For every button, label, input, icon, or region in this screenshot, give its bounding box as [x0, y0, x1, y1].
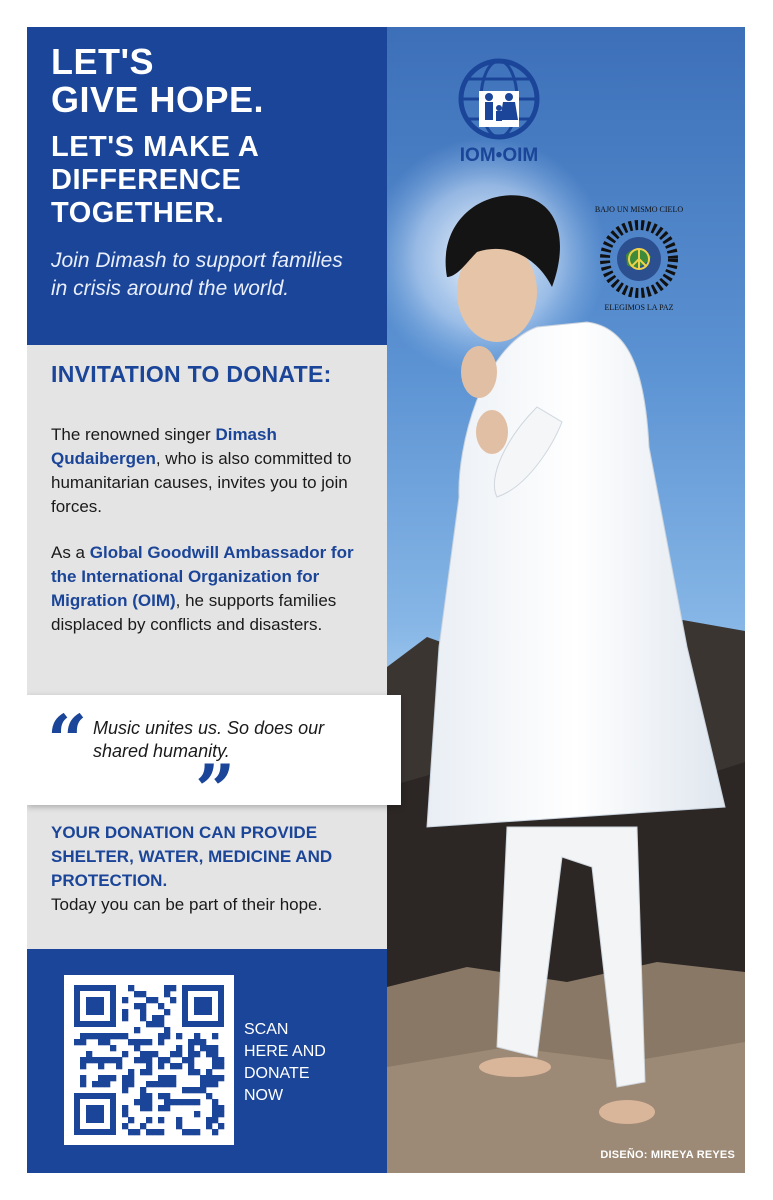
- tagline: Join Dimash to support families in crisis around the world.: [51, 249, 343, 300]
- qr-code[interactable]: [64, 975, 234, 1145]
- text: , he supports families displaced by conflicts and disasters.: [51, 591, 337, 634]
- hand: [461, 346, 497, 398]
- headline-secondary: [51, 131, 259, 230]
- peace-badge-icon: [591, 205, 687, 311]
- poster: [27, 27, 745, 1173]
- white-robe: [427, 322, 725, 827]
- donation-text: Today you can be part of their hope.: [51, 895, 323, 914]
- close-quote-icon: ”: [195, 749, 236, 832]
- ambassador-role: Global Goodwill Ambassador for the International Organization for Migration (OIM): [51, 543, 354, 610]
- donation-title: YOUR DONATION CAN PROVIDE SHELTER, WATER, MEDICINE AND PROTECTION.: [51, 823, 333, 890]
- invitation-title: INVITATION TO DONATE:: [51, 361, 332, 387]
- headline-line: GIVE HOPE.: [51, 79, 265, 120]
- design-credit: DISEÑO: MIREYA REYES: [600, 1149, 735, 1161]
- badge-bottom-text: ELEGIMOS LA PAZ: [604, 303, 674, 312]
- hero-panel: [27, 27, 387, 345]
- invitation-paragraph-2: [51, 541, 369, 637]
- headline-primary: [51, 43, 264, 119]
- photo-panel: [387, 27, 745, 1173]
- headline-line: DIFFERENCE: [51, 164, 242, 196]
- quote-text: Music unites us. So does our shared humanity.: [93, 718, 325, 761]
- headline-line: LET'S MAKE A: [51, 131, 260, 163]
- text: As a: [51, 543, 90, 562]
- scan-instructions: [244, 1019, 354, 1107]
- singer-photo: [387, 27, 745, 1173]
- invitation-panel: [27, 345, 387, 949]
- text: The renowned singer: [51, 425, 216, 444]
- iom-logo-text: IOM•OIM: [459, 145, 539, 166]
- cta-line: SCAN: [244, 1021, 289, 1038]
- qr-code-icon: [64, 975, 234, 1145]
- headline-line: TOGETHER.: [51, 197, 225, 229]
- cta-line: NOW: [244, 1087, 284, 1104]
- badge-top-text: BAJO UN MISMO CIELO: [594, 205, 684, 214]
- donate-cta-panel: [27, 949, 387, 1173]
- text: , who is also committed to humanitarian causes, invites you to join forces.: [51, 449, 352, 516]
- open-quote-icon: “: [47, 699, 88, 782]
- headline-line: LET'S: [51, 41, 155, 82]
- cta-line: HERE AND: [244, 1043, 326, 1060]
- invitation-paragraph-1: [51, 423, 369, 519]
- singer-name: Dimash Qudaibergen: [51, 425, 277, 468]
- cta-line: DONATE: [244, 1065, 310, 1082]
- quote-box: [27, 695, 401, 832]
